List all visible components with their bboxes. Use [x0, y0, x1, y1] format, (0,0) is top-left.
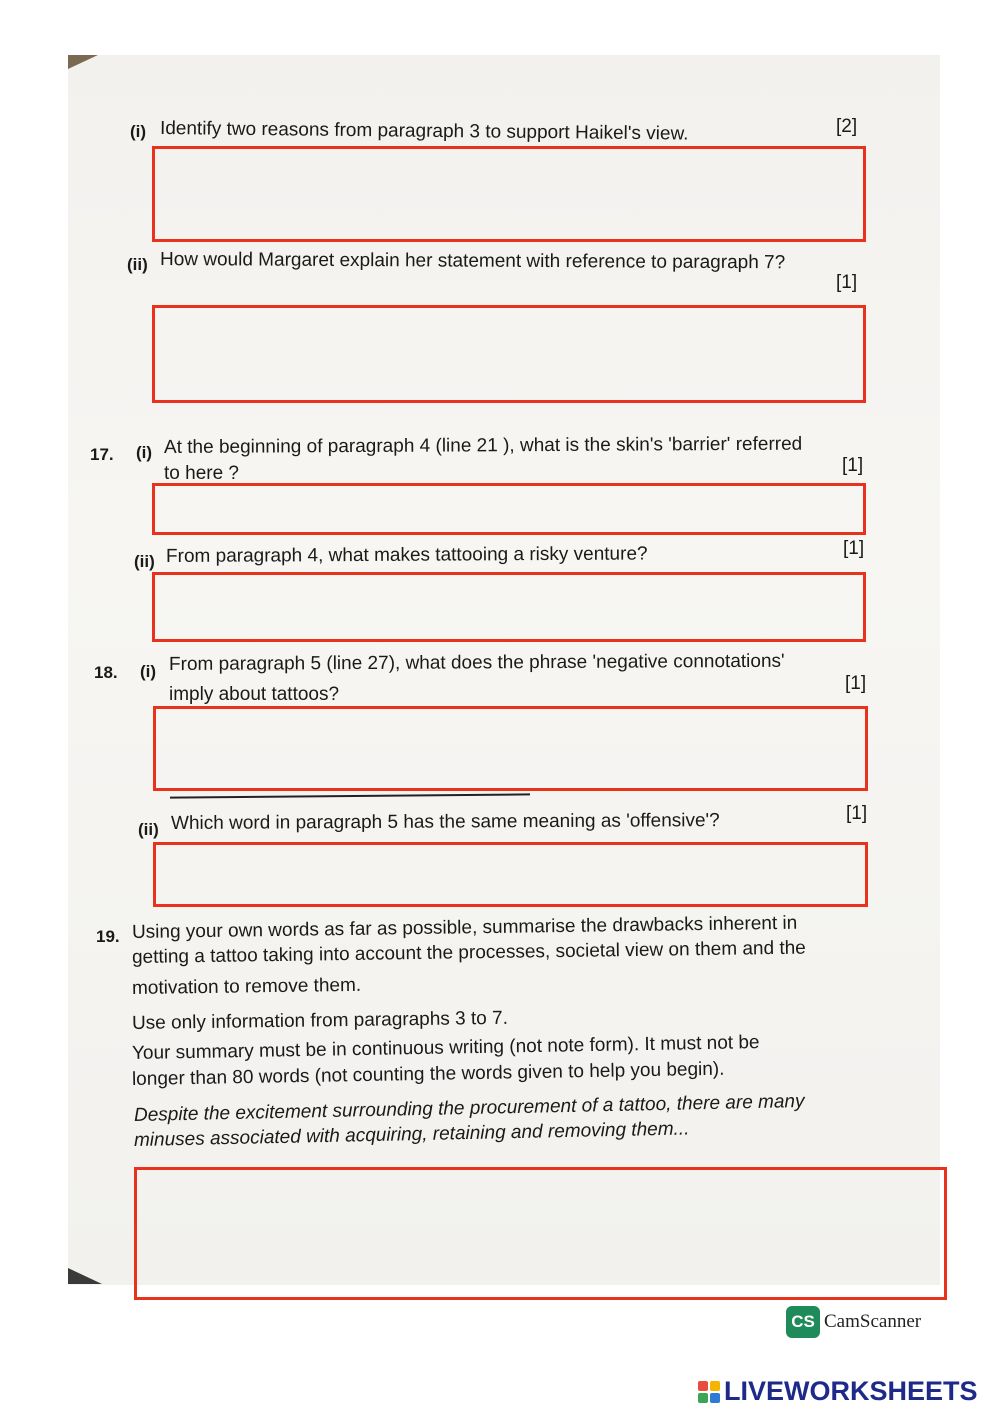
camscanner-watermark	[786, 1306, 921, 1338]
liveworksheets-watermark	[698, 1376, 978, 1407]
camscanner-logo-icon: CS	[786, 1306, 820, 1338]
q16-i-answer-box[interactable]	[152, 146, 866, 242]
q19-number: 19.	[96, 927, 120, 946]
q18-ii-answer-box[interactable]	[153, 842, 868, 907]
q17-ii-answer-box[interactable]	[152, 572, 866, 642]
q17-i-question-line2: to here ?	[164, 463, 239, 484]
camscanner-text: CamScanner	[824, 1311, 922, 1332]
q17-ii-marks: [1]	[843, 538, 865, 559]
q16-ii-question: How would Margaret explain her statement with reference to paragraph 7?	[159, 249, 786, 274]
q18-ii-label: (ii)	[138, 820, 159, 839]
q17-ii-label: (ii)	[134, 552, 155, 571]
q19-para3-line2: longer than 80 words (not counting the words given to help you begin).	[131, 1058, 725, 1090]
q19-para1-line3: motivation to remove them.	[131, 974, 362, 999]
liveworksheets-text: LIVEWORKSHEETS	[724, 1376, 978, 1406]
page-corner-shadow-bottom	[68, 1268, 102, 1284]
q17-i-label: (i)	[136, 443, 153, 462]
q18-i-marks: [1]	[845, 673, 867, 694]
q16-ii-marks: [1]	[836, 272, 858, 293]
page-corner-shadow	[68, 55, 98, 69]
q17-i-answer-box[interactable]	[152, 483, 866, 535]
q18-ii-question: Which word in paragraph 5 has the same meaning as 'offensive'?	[170, 810, 720, 834]
q16-i-question: Identify two reasons from paragraph 3 to support Haikel's view.	[159, 118, 689, 145]
q18-ii-marks: [1]	[846, 803, 868, 824]
q19-para3-line1: Your summary must be in continuous writing (not note form). It must not be	[131, 1032, 760, 1064]
q16-i-marks: [2]	[836, 116, 858, 137]
q19-para1-line2: getting a tattoo taking into account the processes, societal view on them and the	[131, 937, 806, 968]
q18-i-question-line2: imply about tattoos?	[169, 684, 340, 705]
q16-i-label: (i)	[130, 122, 147, 141]
q18-i-label: (i)	[140, 662, 157, 681]
q19-summary-answer-box[interactable]	[134, 1167, 947, 1300]
q17-ii-question: From paragraph 4, what makes tattooing a risky venture?	[165, 543, 648, 567]
q19-starter-line1: Despite the excitement surrounding the procurement of a tattoo, there are many	[133, 1090, 805, 1126]
q18-number: 18.	[94, 663, 118, 682]
q18-i-question-line1: From paragraph 5 (line 27), what does the phrase 'negative connotations'	[168, 650, 785, 675]
q17-i-question-line1: At the beginning of paragraph 4 (line 21 ), what is the skin's 'barrier' referred	[163, 433, 803, 458]
liveworksheets-logo-icon	[698, 1381, 720, 1403]
q16-ii-label: (ii)	[127, 255, 148, 274]
q19-para1-line1: Using your own words as far as possible, summarise the drawbacks inherent in	[131, 912, 798, 943]
q18-i-answer-box[interactable]	[153, 706, 868, 791]
q19-para2: Use only information from paragraphs 3 to 7.	[131, 1007, 509, 1034]
q17-number: 17.	[90, 445, 114, 464]
q17-i-marks: [1]	[842, 455, 864, 476]
q16-ii-answer-box[interactable]	[152, 305, 866, 403]
q19-starter-line2: minuses associated with acquiring, retaining and removing them...	[133, 1118, 690, 1151]
